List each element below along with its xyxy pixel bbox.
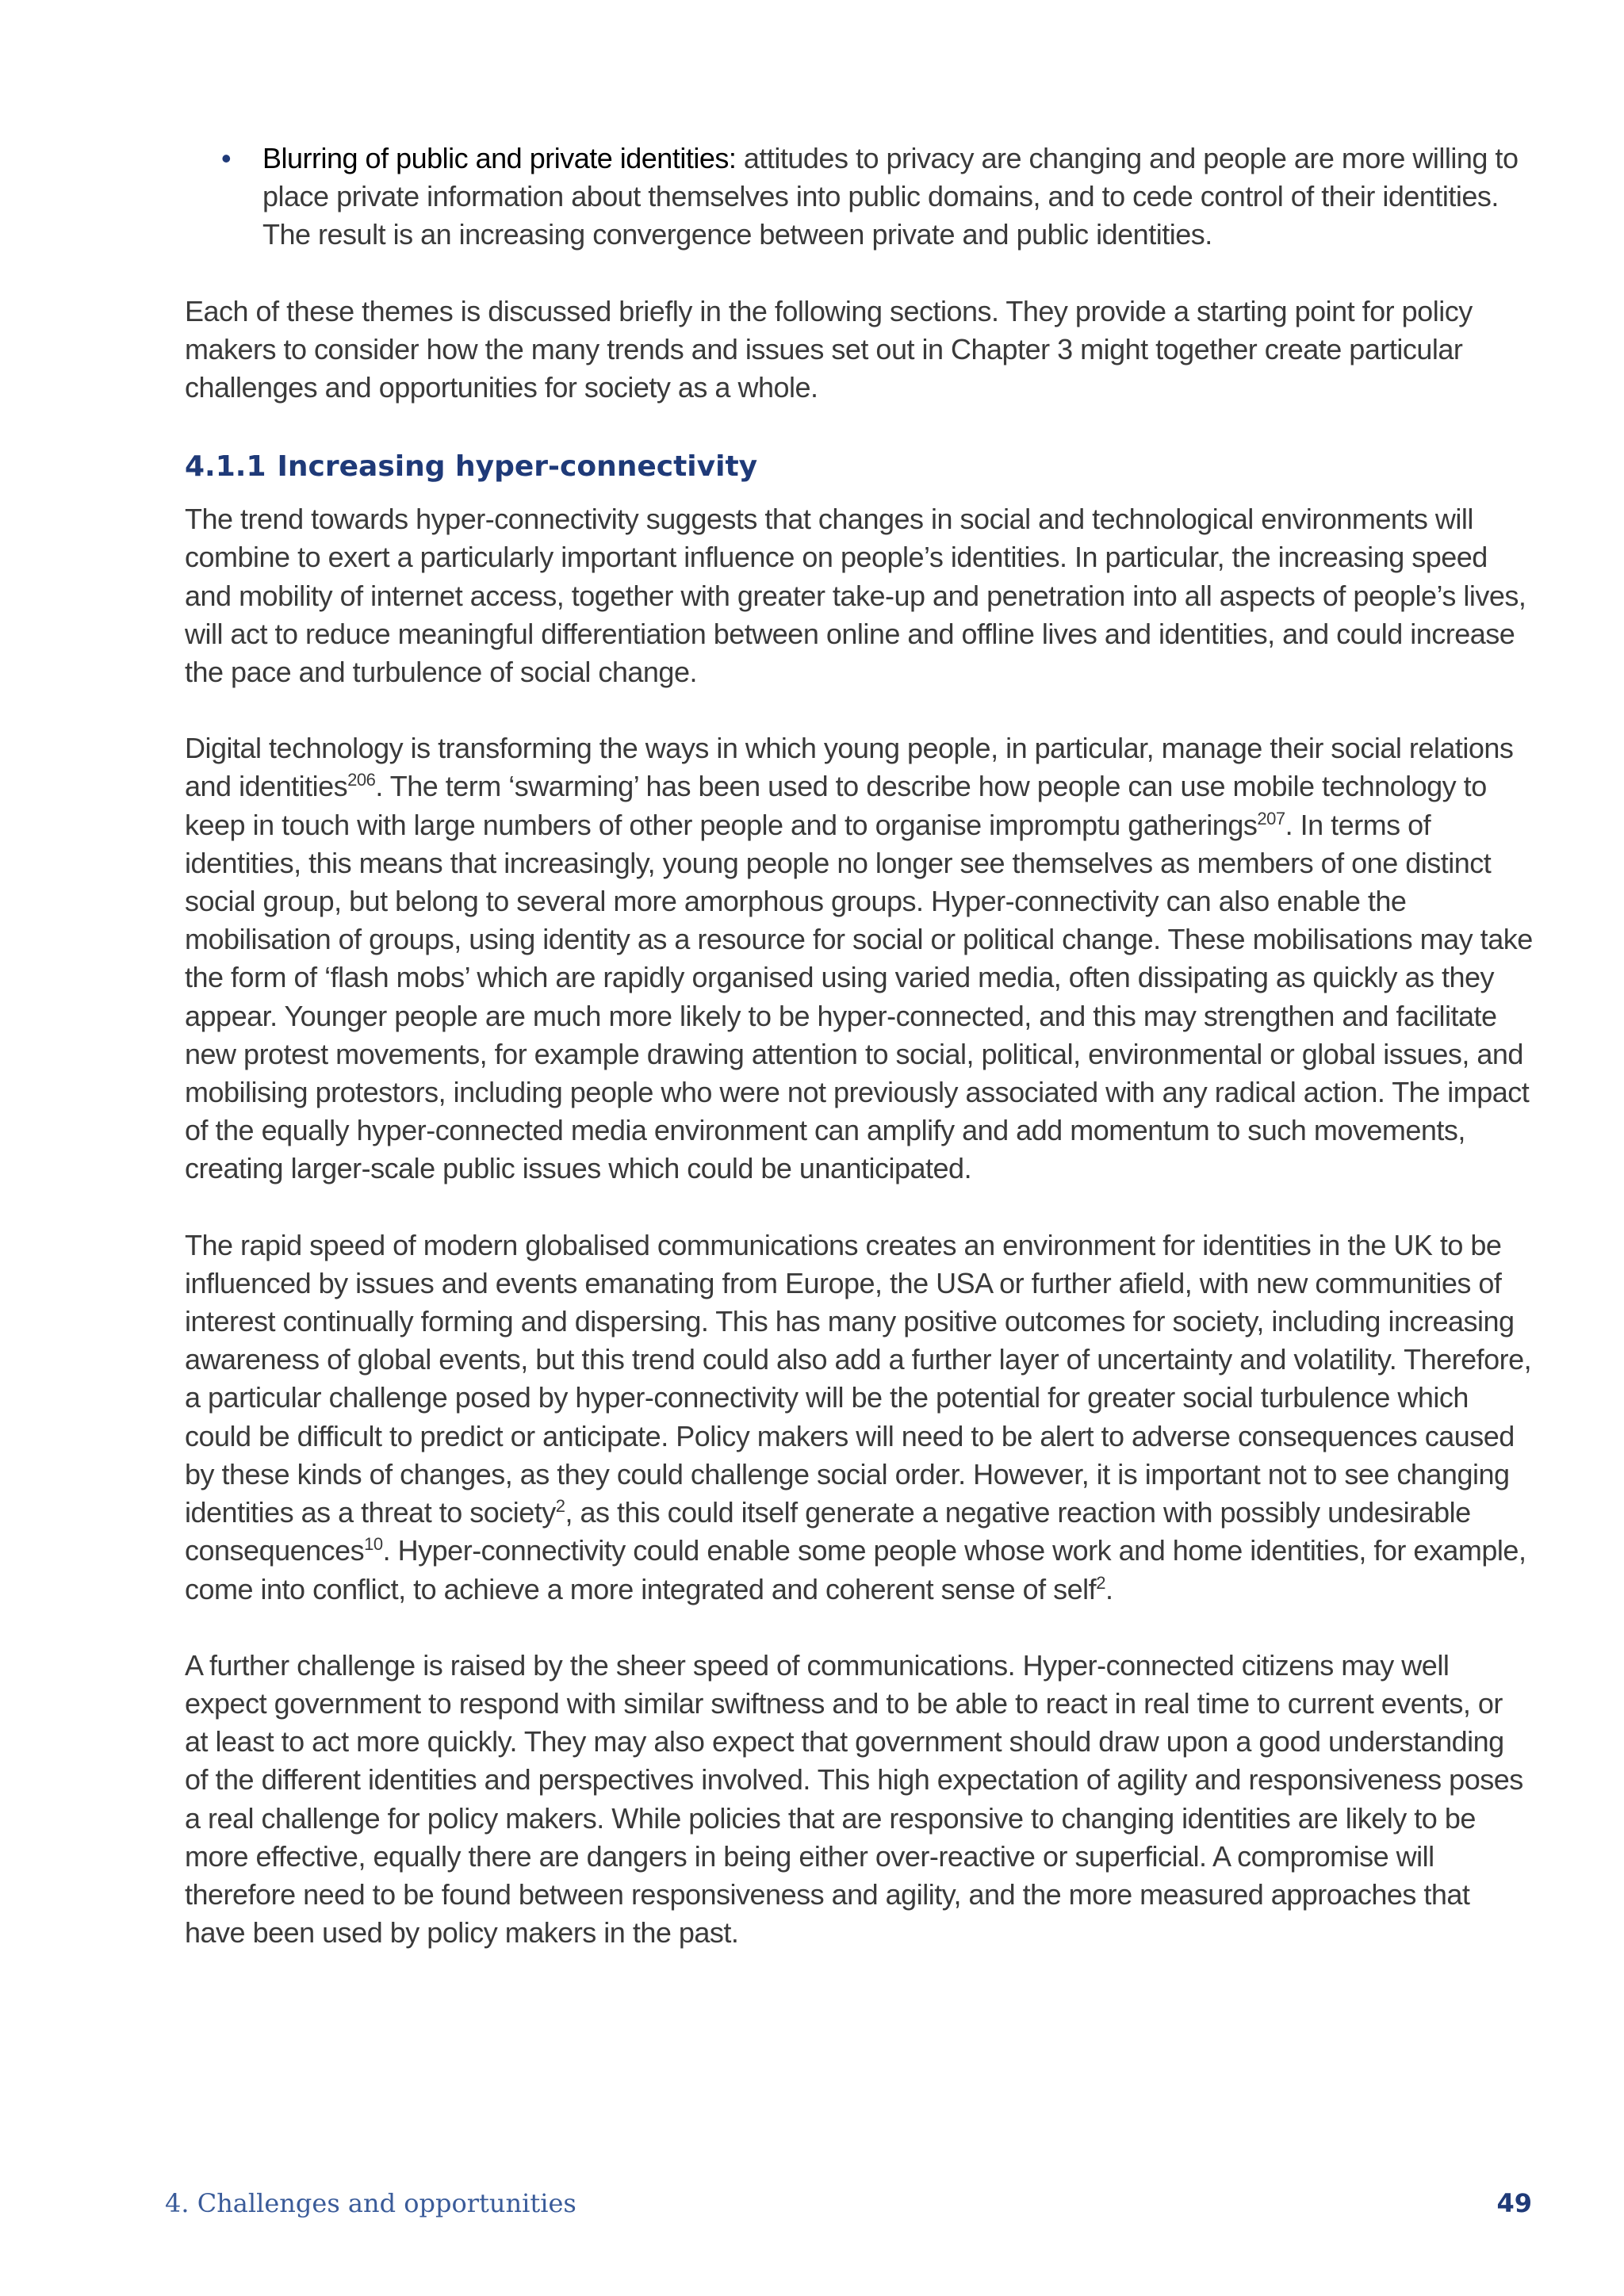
paragraph-3-text-c: . Hyper-connectivity could enable some people whose work and home identities, for example, come into conflict, to achieve a more integrated and coherent sense of self [185,1534,1526,1605]
paragraph-2-text-b: . The term ‘swarming’ has been used to describe how people can use mobile technology to keep in touch with large numbers of other people and to organise impromptu gatherings [185,770,1487,841]
footnote-ref: 2 [555,1496,565,1517]
paragraph-2-text-c: . In terms of identities, this means that increasingly, young people no longer see themselves as members of one distinct social group, but belong to several more amorphous groups. Hyper-connectivity can also enable the mobilisation of groups, using identity as a resource for social or political change. These mobilisations may take the form of ‘flash mobs’ which are rapidly organised using varied media, often dissipating as quickly as they appear. Younger people are much more likely to be hyper-connected, and this may strengthen and facilitate new protest movements, for example drawing attention to social, political, environmental or global issues, and mobilising protestors, including people who were not previously associated with any radical action. The impact of the equally hyper-connected media environment can amplify and add momentum to such movements, creating larger-scale public issues which could be unanticipated. [185,808,1533,1185]
bullet-icon: • [221,142,232,174]
footnote-ref: 207 [1257,808,1285,828]
paragraph-3-text-d: . [1105,1572,1113,1605]
main-content [185,140,1533,1990]
bullet-text: attitudes to privacy are changing and people are more willing to place private information about themselves into public domains, and to cede control of their identities. The result is an increasing convergence between private and public identities. [262,142,1519,251]
page-footer [165,2188,1532,2218]
footnote-ref: 2 [1096,1572,1105,1593]
paragraph-3 [185,1226,1533,1609]
page-number: 49 [1496,2188,1532,2218]
paragraph-2-text-a: Digital technology is transforming the ways in which young people, in particular, manage their social relations and identities [185,732,1514,803]
bullet-lead: Blurring of public and private identities: [262,142,737,174]
paragraph-4: A further challenge is raised by the sheer speed of communications. Hyper-connected citizens may well expect government to respond with similar swiftness and to be able to react in real time to current events, or at least to act more quickly. They may also expect that government should draw upon a good understanding of the different identities and perspectives involved. This high expectation of agility and responsiveness poses a real challenge for policy makers. While policies that are responsive to changing identities are likely to be more effective, equally there are dangers in being either over-reactive or superficial. A compromise will therefore need to be found between responsiveness and agility, and the more measured approaches that have been used by policy makers in the past. [185,1648,1523,1950]
section-number: 4.1.1 [185,450,266,484]
section-heading [185,445,1533,489]
paragraph-3-text-a: The rapid speed of modern globalised communications creates an environment for identities in the UK to be influenced by issues and events emanating from Europe, the USA or further afield, with new communities of interest continually forming and dispersing. This has many positive outcomes for society, including increasing awareness of global events, but this trend could also add a further layer of uncertainty and volatility. Therefore, a particular challenge posed by hyper-connectivity will be the potential for greater social turbulence which could be difficult to predict or anticipate. Policy makers will need to be alert to adverse consequences caused by these kinds of changes, as they could challenge social order. However, it is important not to see changing identities as a threat to society [185,1228,1532,1529]
paragraph-1: The trend towards hyper-connectivity suggests that changes in social and technological environments will combine to exert a particularly important influence on people’s identities. In particular, the increasing speed and mobility of internet access, together with greater take-up and penetration into all aspects of people’s lives, will act to reduce meaningful differentiation between online and offline lives and identities, and could increase the pace and turbulence of social change. [185,503,1526,689]
bullet-item [185,140,1533,254]
intro-paragraph: Each of these themes is discussed briefly in the following sections. They provide a starting point for policy makers to consider how the many trends and issues set out in Chapter 3 might together create particular challenges and opportunities for society as a whole. [185,294,1473,404]
paragraph-2 [185,729,1533,1188]
footnote-ref: 10 [364,1534,383,1555]
footnote-ref: 206 [347,770,376,790]
footer-chapter-title: 4. Challenges and opportunities [165,2188,576,2218]
paragraph-3-text-b: , as this could itself generate a negative reaction with possibly undesirable consequences [185,1496,1471,1567]
section-title: Increasing hyper-connectivity [277,450,758,484]
